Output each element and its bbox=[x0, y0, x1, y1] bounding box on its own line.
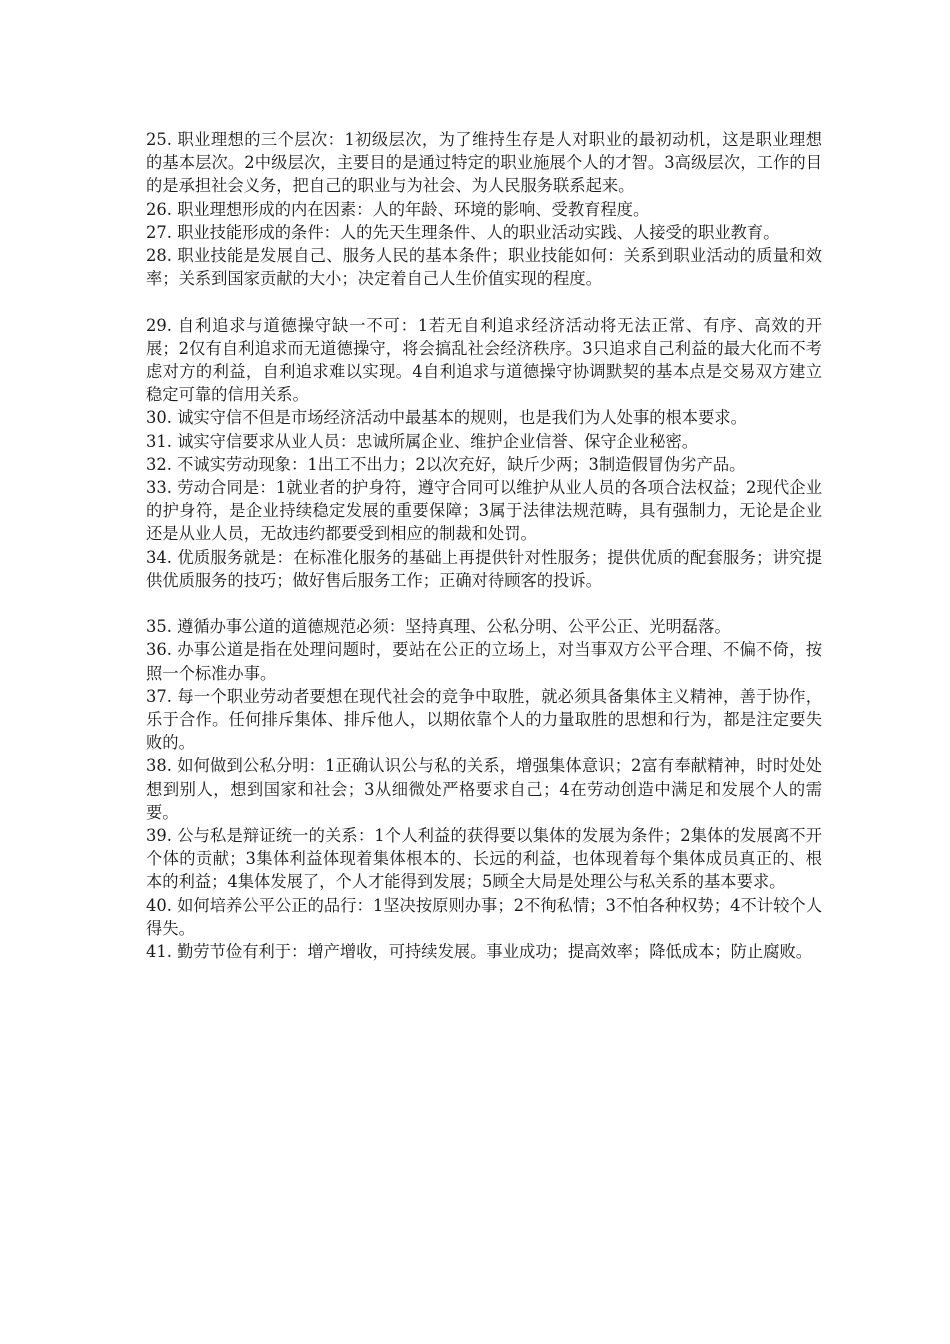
paragraph-32: 32. 不诚实劳动现象：1出工不出力；2以次充好，缺斤少两；3制造假冒伪劣产品。 bbox=[146, 454, 746, 474]
paragraph-27: 27. 职业技能形成的条件：人的先天生理条件、人的职业活动实践、人接受的职业教育。 bbox=[146, 222, 780, 242]
paragraph-33: 33. 劳动合同是：1就业者的护身符，遵守合同可以维护从业人员的各项合法权益；2现代企业的护身符，是企业持续稳定发展的重要保障；3属于法律法规范畴，具有强制力，无论是企业还是从业人员，无故违约都要受到相应的制裁和处罚。 bbox=[146, 478, 822, 544]
paragraph-35: 35. 遵循办事公道的道德规范必须：坚持真理、公私分明、公平公正、光明磊落。 bbox=[146, 617, 731, 637]
paragraph-34: 34. 优质服务就是：在标准化服务的基础上再提供针对性服务；提供优质的配套服务；讲究提供优质服务的技巧；做好售后服务工作；正确对待顾客的投诉。 bbox=[146, 547, 822, 590]
paragraph-30: 30. 诚实守信不但是市场经济活动中最基本的规则，也是我们为人处事的根本要求。 bbox=[146, 408, 747, 428]
paragraph-25: 25. 职业理想的三个层次：1初级层次，为了维持生存是人对职业的最初动机，这是职业理想的基本层次。2中级层次，主要目的是通过特定的职业施展个人的才智。3高级层次，工作的目的是承担社会义务，把自己的职业与为社会、为人民服务联系起来。 bbox=[146, 130, 822, 196]
paragraph-36: 36. 办事公道是指在处理问题时，要站在公正的立场上，对当事双方公平合理、不偏不倚，按照一个标准办事。 bbox=[146, 640, 822, 683]
blank-line bbox=[146, 290, 822, 313]
paragraph-41: 41. 勤劳节俭有利于：增产增收，可持续发展。事业成功；提高效率；降低成本；防止腐败。 bbox=[146, 942, 813, 962]
paragraph-39: 39. 公与私是辩证统一的关系：1个人利益的获得要以集体的发展为条件；2集体的发展离不开个体的贡献；3集体利益体现着集体根本的、长远的利益，也体现着每个集体成员真正的、根本的利益；4集体发展了，个人才能得到发展；5顾全大局是处理公与私关系的基本要求。 bbox=[146, 826, 822, 892]
paragraph-37: 37. 每一个职业劳动者要想在现代社会的竞争中取胜，就必须具备集体主义精神，善于协作，乐于合作。任何排斥集体、排斥他人，以期依靠个人的力量取胜的思想和行为，都是注定要失败的。 bbox=[146, 686, 822, 753]
paragraph-29: 29. 自利追求与道德操守缺一不可：1若无自利追求经济活动将无法正常、有序、高效的开展；2仅有自利追求而无道德操守，将会搞乱社会经济秩序。3只追求自己利益的最大化而不考虑对方的利益，自利追求难以实现。4自利追求与道德操守协调默契的基本点是交易双方建立稳定可靠的信用关系。 bbox=[146, 315, 822, 405]
blank-line bbox=[146, 592, 822, 615]
paragraph-26: 26. 职业理想形成的内在因素：人的年龄、环境的影响、受教育程度。 bbox=[146, 199, 650, 219]
paragraph-40: 40. 如何培养公平公正的品行：1坚决按原则办事；2不徇私情；3不怕各种权势；4不计较个人得失。 bbox=[146, 895, 822, 938]
paragraph-38: 38. 如何做到公私分明：1正确认识公与私的关系，增强集体意识；2富有奉献精神，时时处处想到别人，想到国家和社会；3从细微处严格要求自己；4在劳动创造中满足和发展个人的需要。 bbox=[146, 756, 822, 822]
document-body bbox=[146, 128, 822, 963]
paragraph-31: 31. 诚实守信要求从业人员：忠诚所属企业、维护企业信誉、保守企业秘密。 bbox=[146, 431, 699, 451]
paragraph-28: 28. 职业技能是发展自己、服务人民的基本条件；职业技能如何：关系到职业活动的质量和效率；关系到国家贡献的大小；决定着自己人生价值实现的程度。 bbox=[146, 246, 822, 289]
